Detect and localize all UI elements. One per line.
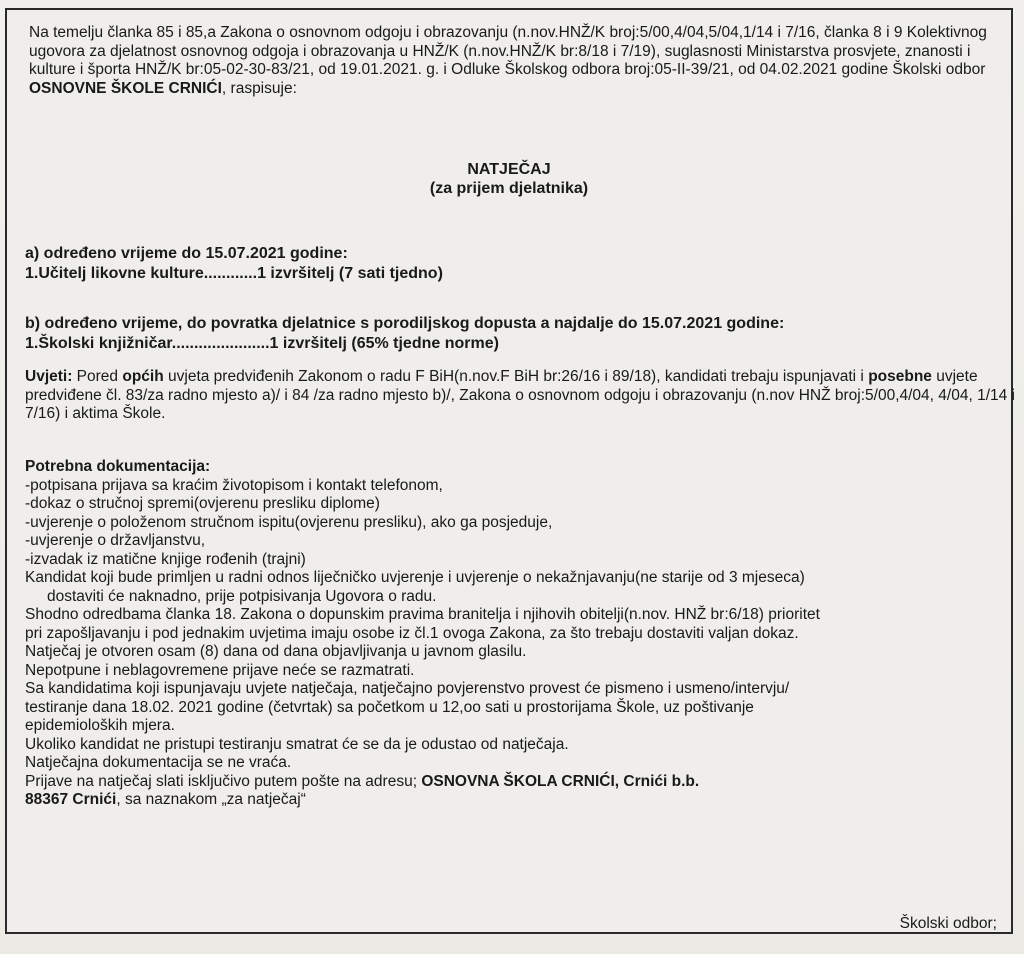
- doc-line: Kandidat koji bude primljen u radni odnos liječničko uvjerenje i uvjerenje o nekažnjavanju(ne starije od 3 mjeseca): [25, 569, 805, 586]
- doc-line: Sa kandidatima koji ispunjavaju uvjete natječaja, natječajno povjerenstvo provest će pismeno i usmeno/intervju/: [25, 680, 790, 697]
- doc-line: -uvjerenje o položenom stručnom ispitu(ovjerenu presliku), ako ga posjeduje,: [25, 513, 553, 531]
- doc-line: testiranje dana 18.02. 2021 godine (četvrtak) sa početkom u 12,oo sati u prostorijama Škole, uz poštivanje: [25, 698, 754, 716]
- conditions-text: Pored: [72, 368, 123, 385]
- section-b-position: 1.Školski knjižničar......................1 izvršitelj (65% tjedne norme): [25, 335, 499, 352]
- doc-line: Ukoliko kandidat ne pristupi testiranju smatrat će se da je odustao od natječaja.: [25, 735, 569, 753]
- section-b-term: b) određeno vrijeme, do povratka djelatnice s porodiljskog dopusta a najdalje do 15.07.2021 godine:: [25, 315, 785, 332]
- notice-heading: NATJEČAJ: [467, 161, 551, 178]
- school-name: OSNOVNE ŠKOLE CRNIĆI: [29, 79, 222, 97]
- conditions-label: Uvjeti:: [25, 368, 73, 385]
- documentation-heading: Potrebna dokumentacija:: [25, 458, 211, 475]
- doc-line: -potpisana prijava sa kraćim životopisom i kontakt telefonom,: [25, 476, 443, 494]
- address-line-2: [25, 791, 1015, 810]
- intro-text: Na temelju članka: [29, 24, 157, 41]
- doc-line: dostaviti će naknadno, prije potpisivanja Ugovora o radu.: [47, 587, 437, 605]
- intro-text: Zakona o osnovnom odgoju i obrazovanju (n.nov.HNŽ/K broj:5/00,4/04,5/04,1/14 i 7/16, članka: [215, 24, 874, 41]
- position-section-a: [25, 244, 1005, 284]
- school-address: OSNOVNA ŠKOLA CRNIĆI, Crnići b.b.: [421, 772, 700, 790]
- intro-article-number: 8: [873, 24, 882, 41]
- doc-line: Shodno odredbama članka 18. Zakona o dopunskim pravima branitelja i njihovih obitelji(n.nov. HNŽ br:6/18) prioritet: [25, 606, 820, 623]
- doc-line: Nepotpune i neblagovremene prijave neće se razmatrati.: [25, 661, 415, 679]
- address-text: Prijave na natječaj slati isključivo putem pošte na adresu;: [25, 772, 422, 790]
- conditions-text: uvjete predviđene čl. 83/za radno mjesto a)/ i 84 /za radno mjesto b)/, Zakona o osnovnom odgoju i obrazovanju (n.nov HNŽ broj:5/00,4/04, 4/04, 1/14 i 7/16) i aktima Škole.: [25, 368, 1015, 422]
- conditions-text: uvjeta predviđenih Zakonom o radu F BiH(n.nov.F BiH br:26/16 i 89/18), kandidati trebaju ispunjavati i: [163, 368, 869, 385]
- address-note: , sa naznakom „za natječaj“: [116, 791, 306, 808]
- intro-paragraph: [29, 24, 1014, 98]
- doc-line: -uvjerenje o državljanstvu,: [25, 532, 206, 549]
- documentation-section: [25, 458, 1015, 810]
- conditions-special: posebne: [868, 368, 932, 385]
- postal-code-city: 88367 Crnići: [25, 791, 117, 808]
- address-line: [25, 773, 1015, 792]
- doc-line: Natječaj je otvoren osam (8) dana od dana objavljivanja u javnom glasilu.: [25, 643, 527, 660]
- intro-text: i 9 Kolektivnog ugovora za djelatnost osnovnog odgoja i obrazovanja u HNŽ/K (n.nov.HNŽ/K br:8/18 i 7/19), suglasnosti Ministarstva prosvjete, znanosti i kulture i športa HNŽ/K br:05-02-30-83/21, od 19.01.2021. g. i Odluke Školskog odbora broj:05-II-39/21, od 04.02.2021 godine Školski odbor: [29, 24, 987, 78]
- conditions-paragraph: [25, 368, 1015, 424]
- notice-subheading: (za prijem djelatnika): [429, 180, 589, 197]
- doc-line: -izvadak iz matične knjige rođenih (trajni): [25, 550, 306, 568]
- intro-article-numbers: 85 i 85,a: [156, 24, 216, 41]
- intro-text: , raspisuje:: [221, 79, 297, 97]
- doc-line: pri zapošljavanju i pod jednakim uvjetima imaju osobe iz čl.1 ovoga Zakona, za što trebaju dostaviti valjan dokaz.: [25, 624, 799, 642]
- job-notice-box: [5, 8, 1013, 934]
- signature-school-board: Školski odbor;: [899, 915, 997, 932]
- doc-line: Natječajna dokumentacija se ne vraća.: [25, 754, 292, 771]
- section-a-term: a) određeno vrijeme do 15.07.2021 godine:: [25, 245, 348, 262]
- position-section-b: [25, 314, 1005, 354]
- section-a-position: 1.Učitelj likovne kulture............1 izvršitelj (7 sati tjedno): [25, 265, 443, 282]
- notice-title: [7, 160, 1011, 198]
- doc-line: -dokaz o stručnoj spremi(ovjerenu presliku diplome): [25, 495, 380, 512]
- doc-line: epidemioloških mjera.: [25, 717, 175, 734]
- conditions-general: općih: [122, 368, 164, 385]
